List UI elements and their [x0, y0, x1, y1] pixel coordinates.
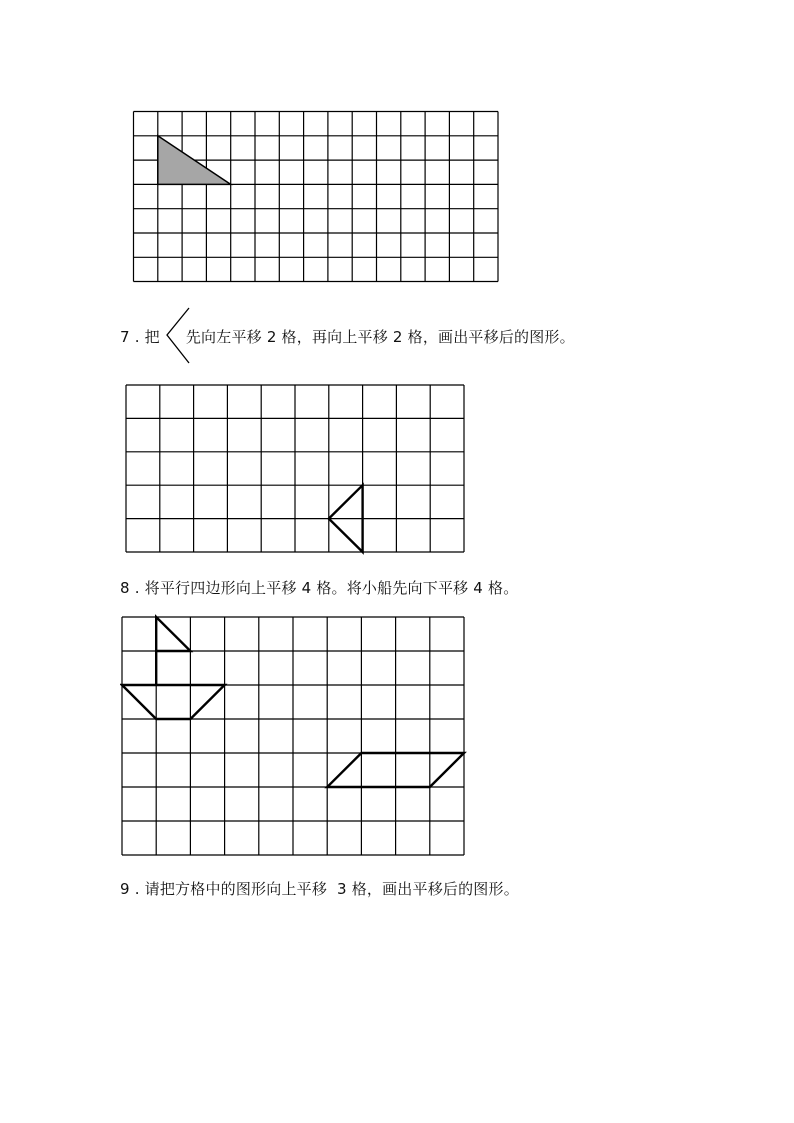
- grid-lines: [134, 112, 499, 282]
- question-separator: .: [129, 328, 145, 346]
- question-number: 7: [120, 328, 130, 346]
- boat-sail: [156, 617, 190, 685]
- question-prefix: 把: [144, 328, 160, 346]
- grid-question-6: [130, 108, 502, 286]
- question-number: 9: [120, 880, 130, 898]
- question-separator: .: [129, 579, 145, 597]
- boat-shape: [122, 617, 225, 719]
- question-text: 请把方格中的图形向上平移 3 格，画出平移后的图形。: [144, 880, 519, 898]
- question-text: 将平行四边形向上平移 4 格。将小船先向下平移 4 格。: [144, 579, 519, 597]
- boat-hull: [122, 685, 225, 719]
- question-number: 8: [120, 579, 130, 597]
- question-separator: .: [129, 880, 145, 898]
- grid-lines: [126, 385, 464, 552]
- grid-lines: [122, 617, 464, 855]
- question-8: [120, 578, 518, 598]
- question-text: 先向左平移 2 格，再向上平移 2 格，画出平移后的图形。: [185, 328, 575, 346]
- question-9: [120, 879, 519, 899]
- left-pointing-triangle-icon: [164, 306, 192, 366]
- grid-question-8: [120, 614, 468, 859]
- grid-question-7: [123, 382, 467, 556]
